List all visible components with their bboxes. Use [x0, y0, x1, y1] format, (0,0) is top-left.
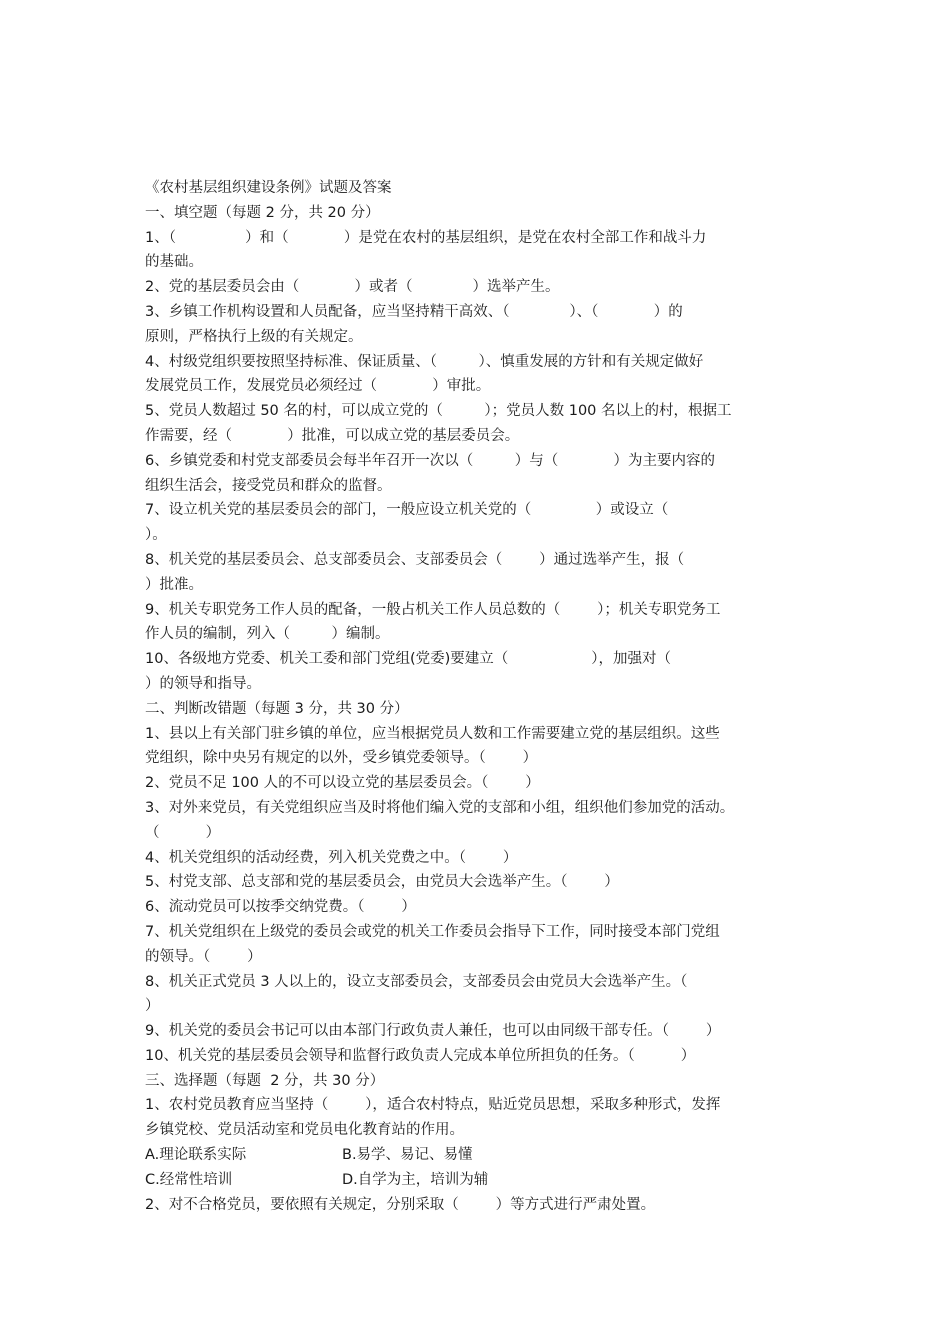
- judge-line: 9、机关党的委员会书记可以由本部门行政负责人兼任，也可以由同级干部专任。（ ）: [145, 1023, 721, 1040]
- fill-line: 9、机关专职党务工作人员的配备，一般占机关工作人员总数的（ ）；机关专职党务工: [145, 601, 721, 618]
- choice-option-c: C.经常性培训: [145, 1171, 233, 1188]
- judge-line: 3、对外来党员，有关党组织应当及时将他们编入党的支部和小组，组织他们参加党的活动。: [145, 799, 735, 816]
- fill-line: 3、乡镇工作机构设置和人员配备，应当坚持精干高效、（ ）、（ ）的: [145, 303, 683, 320]
- judge-line: 2、党员不足 100 人的不可以设立党的基层委员会。（ ）: [145, 775, 540, 792]
- judge-line: 8、机关正式党员 3 人以上的，设立支部委员会，支部委员会由党员大会选举产生。（: [145, 973, 688, 990]
- judge-line: 7、机关党组织在上级党的委员会或党的机关工作委员会指导下工作，同时接受本部门党组: [145, 923, 720, 940]
- fill-line: 作需要，经（ ）批准，可以成立党的基层委员会。: [145, 427, 520, 444]
- choice-option-d: D.自学为主，培训为辅: [342, 1171, 489, 1188]
- judge-line: 4、机关党组织的活动经费，列入机关党费之中。（ ）: [145, 849, 518, 866]
- choice-options-row: [145, 1143, 825, 1168]
- section-heading-choice: 三、选择题（每题 2 分，共 30 分）: [145, 1072, 385, 1089]
- fill-line: 作人员的编制，列入（ ）编制。: [145, 626, 390, 643]
- judge-line: 10、机关党的基层委员会领导和监督行政负责人完成本单位所担负的任务。（ ）: [145, 1047, 696, 1064]
- judge-line: （ ）: [145, 824, 221, 841]
- fill-line: 2、党的基层委员会由（ ）或者（ ）选举产生。: [145, 279, 560, 296]
- section-heading-fill: 一、填空题（每题 2 分，共 20 分）: [145, 204, 380, 221]
- fill-line: ）。: [145, 527, 167, 544]
- fill-line: ）的领导和指导。: [145, 675, 261, 692]
- judge-line: 党组织，除中央另有规定的以外，受乡镇党委领导。（ ）: [145, 750, 538, 767]
- fill-line: 10、各级地方党委、机关工委和部门党组(党委)要建立（ ），加强对（: [145, 651, 671, 668]
- judge-line: 5、村党支部、总支部和党的基层委员会，由党员大会选举产生。（ ）: [145, 874, 619, 891]
- fill-line: 1、（ ）和（ ）是党在农村的基层组织，是党在农村全部工作和战斗力: [145, 229, 707, 246]
- choice-options-row: [145, 1168, 825, 1193]
- fill-line: 发展党员工作，发展党员必须经过（ ）审批。: [145, 378, 491, 395]
- fill-line: 5、党员人数超过 50 名的村，可以成立党的（ ）；党员人数 100 名以上的村，根据工: [145, 403, 732, 420]
- fill-line: 4、村级党组织要按照坚持标准、保证质量、（ ）、慎重发展的方针和有关规定做好: [145, 353, 704, 370]
- fill-line: 6、乡镇党委和村党支部委员会每半年召开一次以（ ）与（ ）为主要内容的: [145, 452, 716, 469]
- fill-line: 组织生活会，接受党员和群众的监督。: [145, 477, 392, 494]
- judge-line: 6、流动党员可以按季交纳党费。（ ）: [145, 899, 416, 916]
- judge-line: ）: [145, 998, 160, 1015]
- fill-line: 8、机关党的基层委员会、总支部委员会、支部委员会（ ）通过选举产生，报（: [145, 551, 685, 568]
- document-page: [145, 176, 825, 1217]
- section-heading-judge: 二、判断改错题（每题 3 分，共 30 分）: [145, 700, 409, 717]
- fill-line: 原则，严格执行上级的有关规定。: [145, 328, 363, 345]
- fill-line: 的基础。: [145, 254, 203, 271]
- judge-line: 1、县以上有关部门驻乡镇的单位，应当根据党员人数和工作需要建立党的基层组织。这些: [145, 725, 720, 742]
- choice-option-b: B.易学、易记、易懂: [342, 1147, 473, 1164]
- judge-line: 的领导。（ ）: [145, 948, 262, 965]
- fill-line: 7、设立机关党的基层委员会的部门，一般应设立机关党的（ ）或设立（: [145, 502, 669, 519]
- fill-line: ）批准。: [145, 576, 203, 593]
- choice-question-line: 2、对不合格党员，要依照有关规定，分别采取（ ）等方式进行严肃处置。: [145, 1196, 656, 1213]
- choice-question-line: 乡镇党校、党员活动室和党员电化教育站的作用。: [145, 1122, 464, 1139]
- document-title: 《农村基层组织建设条例》试题及答案: [145, 180, 392, 196]
- choice-question-line: 1、农村党员教育应当坚持（ ），适合农村特点，贴近党员思想，采取多种形式，发挥: [145, 1097, 721, 1114]
- choice-option-a: A.理论联系实际: [145, 1147, 247, 1164]
